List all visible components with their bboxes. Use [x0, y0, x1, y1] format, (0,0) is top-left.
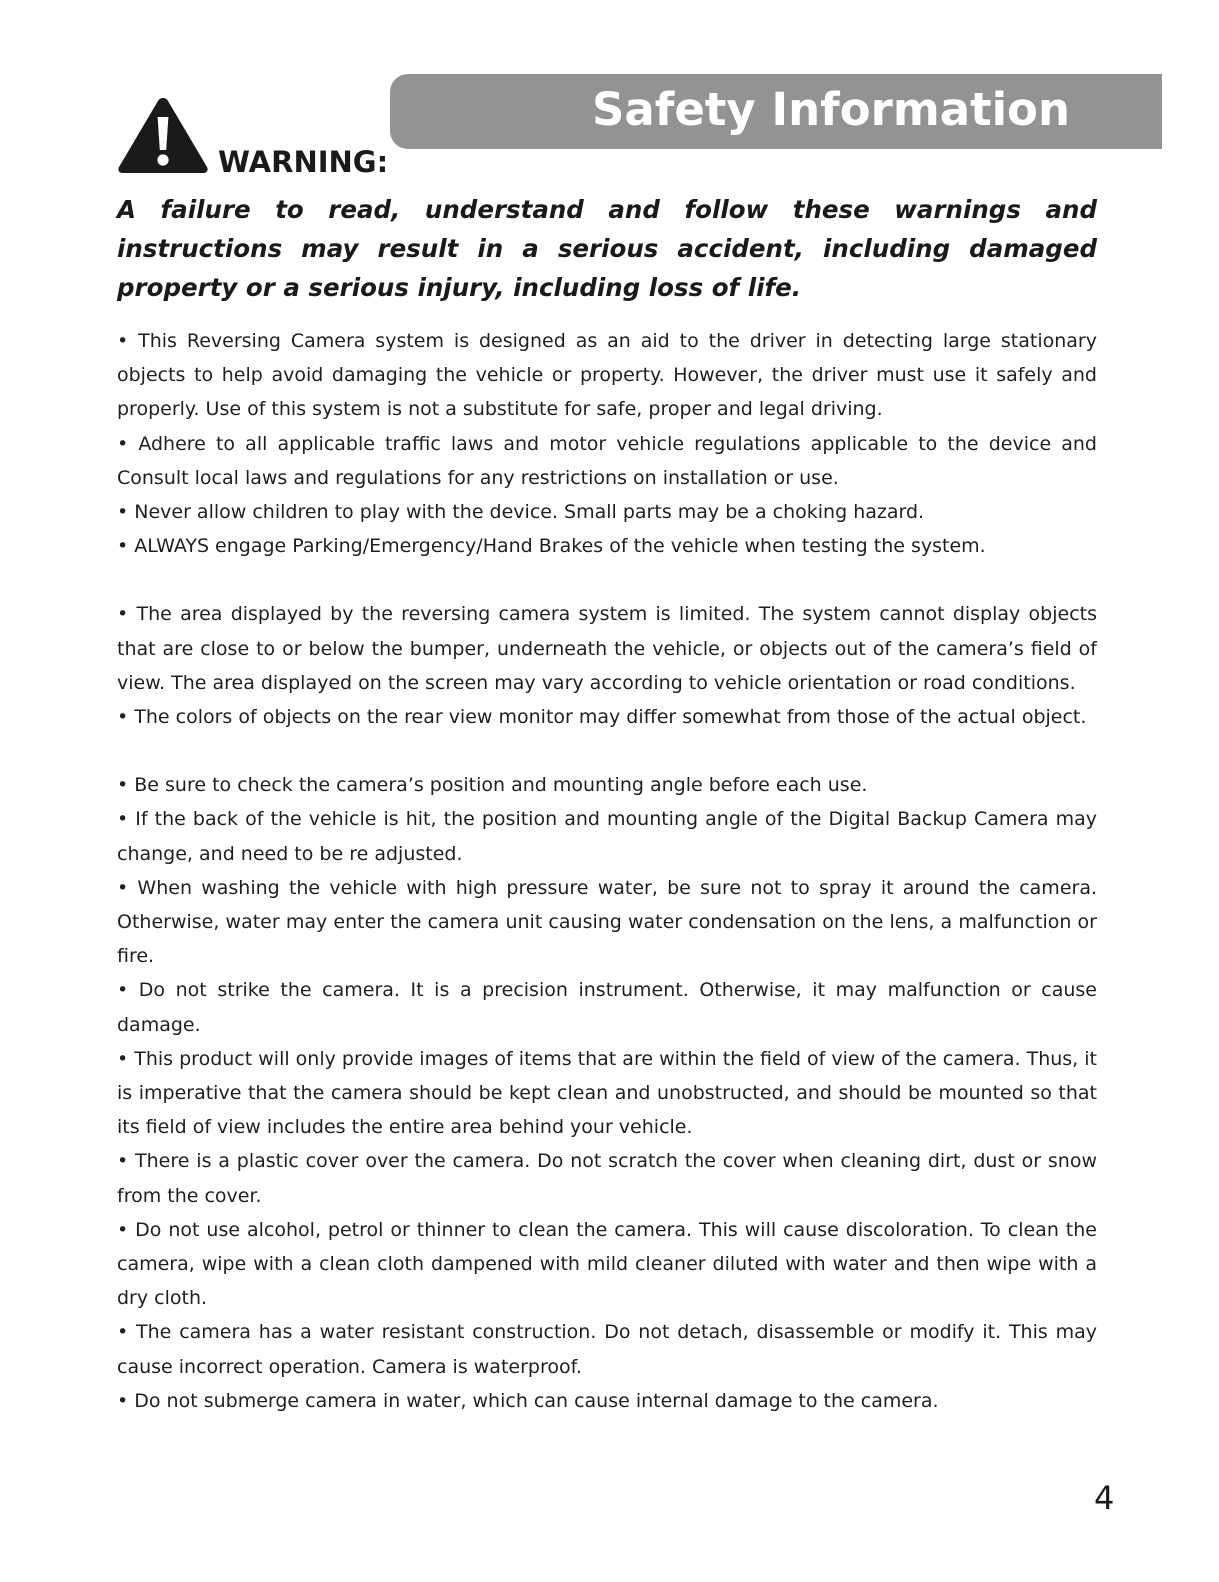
list-item: • There is a plastic cover over the camera. Do not scratch the cover when cleaning dirt, dust or snow from the cover. — [117, 1150, 1097, 1207]
list-item: • Do not strike the camera. It is a precision instrument. Otherwise, it may malfunction or cause damage. — [117, 979, 1097, 1036]
list-item: • ALWAYS engage Parking/Emergency/Hand Brakes of the vehicle when testing the system. — [117, 535, 986, 558]
list-item: • Never allow children to play with the device. Small parts may be a choking hazard. — [117, 501, 925, 524]
list-item: • Do not submerge camera in water, which can cause internal damage to the camera. — [117, 1389, 939, 1412]
safety-bullet-list — [117, 324, 1097, 1418]
list-item: • When washing the vehicle with high pressure water, be sure not to spray it around the camera. Otherwise, water may enter the camera unit causing water condensation on the lens, a malfunction or fire. — [117, 876, 1097, 968]
warning-triangle-icon — [116, 95, 210, 175]
page-title: Safety Information — [592, 83, 1070, 136]
list-item: • The colors of objects on the rear view monitor may differ somewhat from those of the actual object. — [117, 706, 1087, 729]
bullet-group — [117, 324, 1097, 563]
bullet-group — [117, 768, 1097, 1418]
list-item: • This Reversing Camera system is designed as an aid to the driver in detecting large stationary objects to help avoid damaging the vehicle or property. However, the driver must use it safely and properly. Use of this system is not a substitute for safe, proper and legal driving. — [117, 330, 1097, 421]
warning-label: WARNING: — [218, 145, 389, 179]
list-item: • This product will only provide images of items that are within the field of view of the camera. Thus, it is imperative that the camera should be kept clean and unobstructed, and should be mounted so that its field of view includes the entire area behind your vehicle. — [117, 1047, 1097, 1139]
list-item: • Do not use alcohol, petrol or thinner to clean the camera. This will cause discoloration. To clean the camera, wipe with a clean cloth dampened with mild cleaner diluted with water and then wipe with a dry cloth. — [117, 1218, 1097, 1310]
warning-lead-text: A failure to read, understand and follow these warnings and instructions may result in a serious accident, including damaged property or a serious injury, including loss of life. — [117, 195, 1097, 302]
list-item: • If the back of the vehicle is hit, the position and mounting angle of the Digital Backup Camera may change, and need to be re adjusted. — [117, 808, 1097, 865]
list-item: • The camera has a water resistant construction. Do not detach, disassemble or modify it. This may cause incorrect operation. Camera is waterproof. — [117, 1321, 1097, 1378]
page-number: 4 — [1094, 1479, 1115, 1517]
list-item: • The area displayed by the reversing camera system is limited. The system cannot display objects that are close to or below the bumper, underneath the vehicle, or objects out of the camera’s field of view. The area displayed on the screen may vary according to vehicle orientation or road conditions. — [117, 603, 1097, 694]
section-header-bar — [390, 74, 1162, 149]
list-item: • Be sure to check the camera’s position and mounting angle before each use. — [117, 774, 868, 797]
bullet-group — [117, 597, 1097, 734]
list-item: • Adhere to all applicable traffic laws and motor vehicle regulations applicable to the device and Consult local laws and regulations for any restrictions on installation or use. — [117, 432, 1097, 489]
